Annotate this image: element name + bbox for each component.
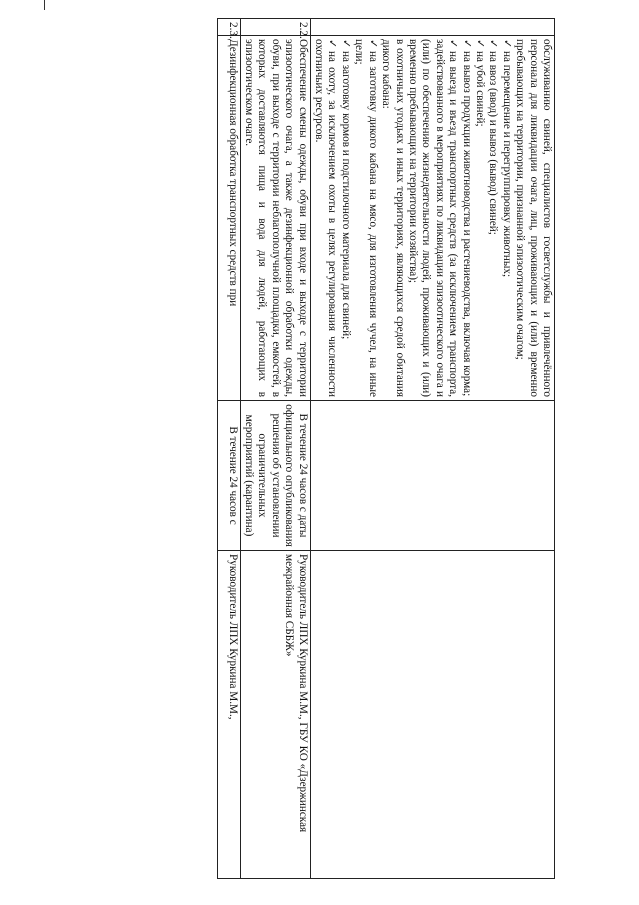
measure-cell	[310, 36, 554, 401]
checkmark-icon: ✓	[460, 39, 473, 49]
measures-table	[217, 18, 555, 879]
responsible-cell: Руководитель ЛПХ Куркина М.М., ГБУ КО «Дзержинская межрайонная СББЖ»	[240, 551, 310, 879]
checkmark-icon: ✓	[339, 39, 352, 49]
rotated-page	[55, 18, 555, 878]
page-top-mark	[44, 0, 45, 10]
row-number: 2.2.	[240, 19, 310, 36]
term-cell: В течение 24 часов с даты официального опубликования решения об установлении ограничительных мероприятий (карантина)	[240, 401, 310, 551]
checkmark-icon: ✓	[366, 39, 379, 49]
responsible-cell: Руководитель ЛПХ Куркина М.М.,	[217, 551, 240, 879]
table-row	[217, 19, 240, 879]
term-cell	[310, 401, 554, 551]
list-item: ✓на заготовку дикого кабана на мясо, для изготовления чучел, на иные цели;	[353, 39, 379, 397]
measure-cell: Дезинфекционная обработка транспортных средств при	[217, 36, 240, 401]
term-cell: В течение 24 часов с	[217, 401, 240, 551]
checkmark-icon: ✓	[473, 39, 486, 49]
table-row	[310, 19, 554, 879]
list-item: ✓на охоту, за исключением охоты в целях регулирования численности охотничьих ресурсов.	[313, 39, 339, 397]
row-number	[310, 19, 554, 36]
list-item: ✓на вывоз продукции животноводства и растениеводства, включая корма;	[460, 39, 473, 397]
checkmark-icon: ✓	[447, 39, 460, 49]
checkmark-icon: ✓	[487, 39, 500, 49]
list-item: ✓на заготовку кормов и подстилочного материала для свиней;	[339, 39, 352, 340]
row-number: 2.3.	[217, 19, 240, 36]
measure-intro: обслуживанию свиней, специалистов госветслужбы и привлечённого персонала для ликвидации очага, лиц, проживающих и (или) временно пребывающих на территории, признанной эпизоотическим очагом;	[514, 39, 553, 397]
checkmark-icon: ✓	[500, 39, 513, 49]
checkmark-icon: ✓	[326, 39, 339, 49]
list-item: в охотничьих угодьях и иных территориях, являющихся средой обитания дикого кабана:	[380, 39, 406, 397]
list-item: ✓на выезд и въезд транспортных средств (за исключением транспорта, задействованного в мероприятиях по ликвидации эпизоотического очага и (или) по обеспечению жизнедеятельности людей, проживающих и (или) временно пребывающих на территории хозяйства);	[406, 39, 460, 397]
list-item: ✓на перемещение и перегруппировку животных;	[500, 39, 513, 278]
list-item: ✓на убой свиней;	[473, 39, 486, 127]
responsible-cell	[310, 551, 554, 879]
table-row	[240, 19, 310, 879]
list-item: ✓на ввоз (ввод) и вывоз (вывод) свиней;	[487, 39, 500, 235]
measure-cell: Обеспечение смены одежды, обуви при входе и выходе с территории эпизоотического очага, а также дезинфекционной обработки одежды, обуви, при выходе с территории неблагополучной площадки, емкостей, в которых доставляются пища и вода для людей, работающих в эпизоотическом очаге.	[240, 36, 310, 401]
